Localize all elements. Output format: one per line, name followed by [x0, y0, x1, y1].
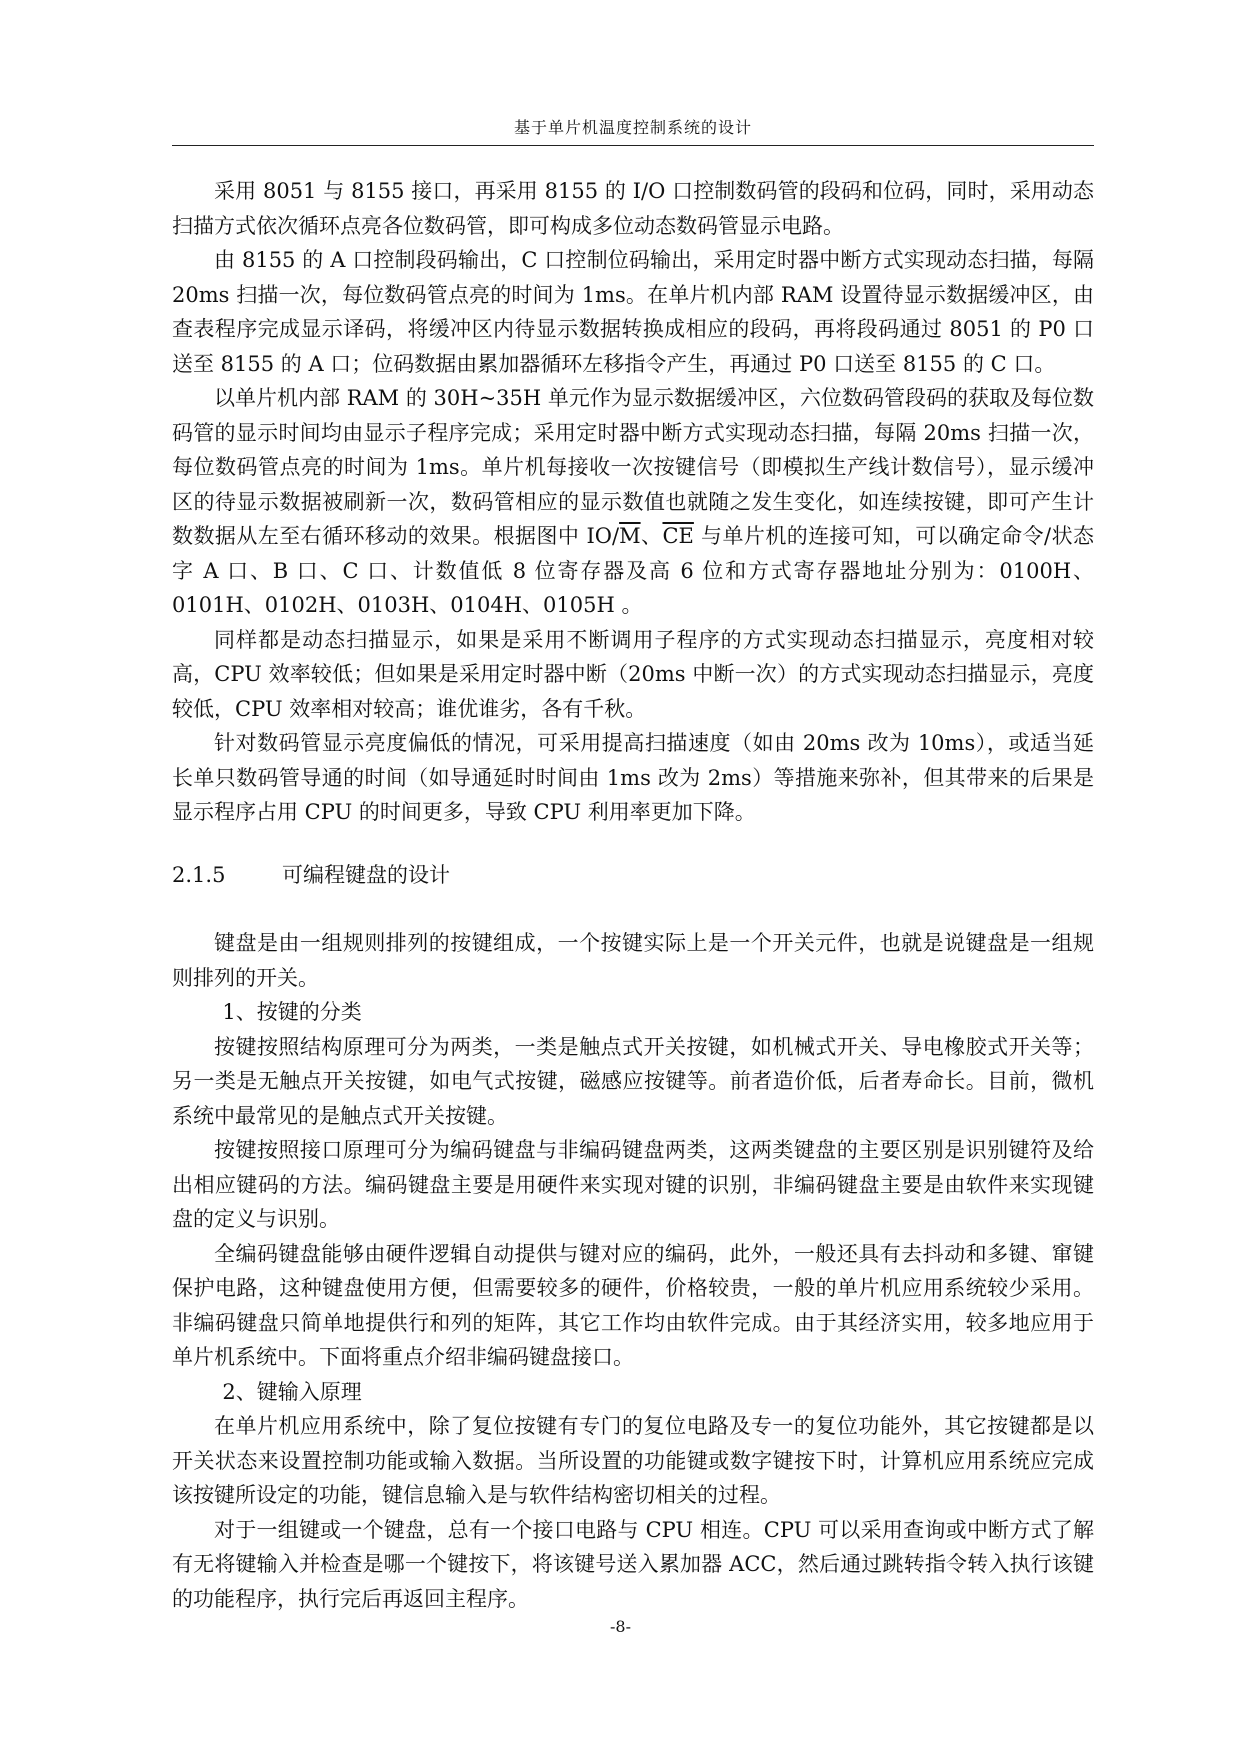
page-number: -8- [610, 1617, 631, 1636]
running-header: 基于单片机温度控制系统的设计 [513, 118, 752, 137]
overline-m-signal: $\overline{M}$ [619, 524, 641, 548]
paragraph: 按键按照结构原理可分为两类，一类是触点式开关按键，如机械式开关、导电橡胶式开关等；另一类是无触点开关按键，如电气式按键，磁感应按键等。前者造价低，后者寿命长。目前，微机系统中最常见的是触点式开关按键。 [172, 1034, 1094, 1128]
paragraph: 采用 8051 与 8155 接口，再采用 8155 的 I/O 口控制数码管的段码和位码，同时，采用动态扫描方式依次循环点亮各位数码管，即可构成多位动态数码管显示电路。 [172, 179, 1094, 238]
subheading: 2、键输入原理 [222, 1379, 362, 1404]
page-body [172, 174, 1094, 1616]
separator-text: 、 [640, 524, 663, 548]
paragraph: 在单片机应用系统中，除了复位按键有专门的复位电路及专一的复位功能外，其它按键都是以开关状态来设置控制功能或输入数据。当所设置的功能键或数字键按下时，计算机应用系统应完成该按键所设定的功能，键信息输入是与软件结构密切相关的过程。 [172, 1414, 1094, 1507]
paragraph-text: 与单片机的连接可知，可以确定命令/状态字 A 口、B 口、C 口、计数值低 8 位寄存器及高 6 位和方式寄存器地址分别为：0100H、0101H、0102H、0103H、0104H、0105H 。 [172, 524, 1095, 617]
paragraph: 同样都是动态扫描显示，如果是采用不断调用子程序的方式实现动态扫描显示，亮度相对较高，CPU 效率较低；但如果是采用定时器中断（20ms 中断一次）的方式实现动态扫描显示，亮度较低，CPU 效率相对较高；谁优谁劣，各有千秋。 [172, 627, 1094, 721]
paragraph: 键盘是由一组规则排列的按键组成，一个按键实际上是一个开关元件，也就是说键盘是一组规则排列的开关。 [172, 931, 1094, 990]
section-title: 可编程键盘的设计 [282, 862, 450, 887]
section-heading [172, 858, 1094, 893]
overline-ce-signal: $\overline{CE}$ [662, 524, 694, 548]
paragraph: 全编码键盘能够由硬件逻辑自动提供与键对应的编码，此外，一般还具有去抖动和多键、窜键保护电路，这种键盘使用方便，但需要较多的硬件，价格较贵，一般的单片机应用系统较少采用。非编码键盘只简单地提供行和列的矩阵，其它工作均由软件完成。由于其经济实用，较多地应用于单片机系统中。下面将重点介绍非编码键盘接口。 [172, 1241, 1094, 1369]
section-number: 2.1.5 [172, 862, 226, 887]
paragraph: 由 8155 的 A 口控制段码输出，C 口控制位码输出，采用定时器中断方式实现动态扫描，每隔 20ms 扫描一次，每位数码管点亮的时间为 1ms。在单片机内部 RAM 设置待显示数据缓冲区，由查表程序完成显示译码，将缓冲区内待显示数据转换成相应的段码，再将段码通过 8051 的 P0 口送至 8155 的 A 口；位码数据由累加器循环左移指令产生，再通过 P0 口送至 8155 的 C 口。 [172, 248, 1094, 376]
paragraph: 针对数码管显示亮度偏低的情况，可采用提高扫描速度（如由 20ms 改为 10ms），或适当延长单只数码管导通的时间（如导通延时时间由 1ms 改为 2ms）等措施来弥补，但其带来的后果是显示程序占用 CPU 的时间更多，导致 CPU 利用率更加下降。 [172, 731, 1094, 824]
header-rule [172, 145, 1094, 146]
subheading: 1、按键的分类 [222, 1000, 362, 1024]
paragraph: 对于一组键或一个键盘，总有一个接口电路与 CPU 相连。CPU 可以采用查询或中断方式了解有无将键输入并检查是哪一个键按下，将该键号送入累加器 ACC，然后通过跳转指令转入执行该键的功能程序，执行完后再返回主程序。 [172, 1517, 1094, 1611]
paragraph-address-mapping [172, 381, 1094, 623]
paragraph-text: 以单片机内部 RAM 的 30H~35H 单元作为显示数据缓冲区，六位数码管段码的获取及每位数码管的显示时间均由显示子程序完成；采用定时器中断方式实现动态扫描，每隔 20ms 扫描一次，每位数码管点亮的时间为 1ms。单片机每接收一次按键信号（即模拟生产线计数信号），显示缓冲区的待显示数据被刷新一次，数码管相应的显示数值也就随之发生变化，如连续按键，即可产生计数数据从左至右循环移动的效果。根据图中 IO/ [172, 386, 1094, 548]
paragraph: 按键按照接口原理可分为编码键盘与非编码键盘两类，这两类键盘的主要区别是识别键符及给出相应键码的方法。编码键盘主要是用硬件来实现对键的识别，非编码键盘主要是由软件来实现键盘的定义与识别。 [172, 1138, 1094, 1231]
